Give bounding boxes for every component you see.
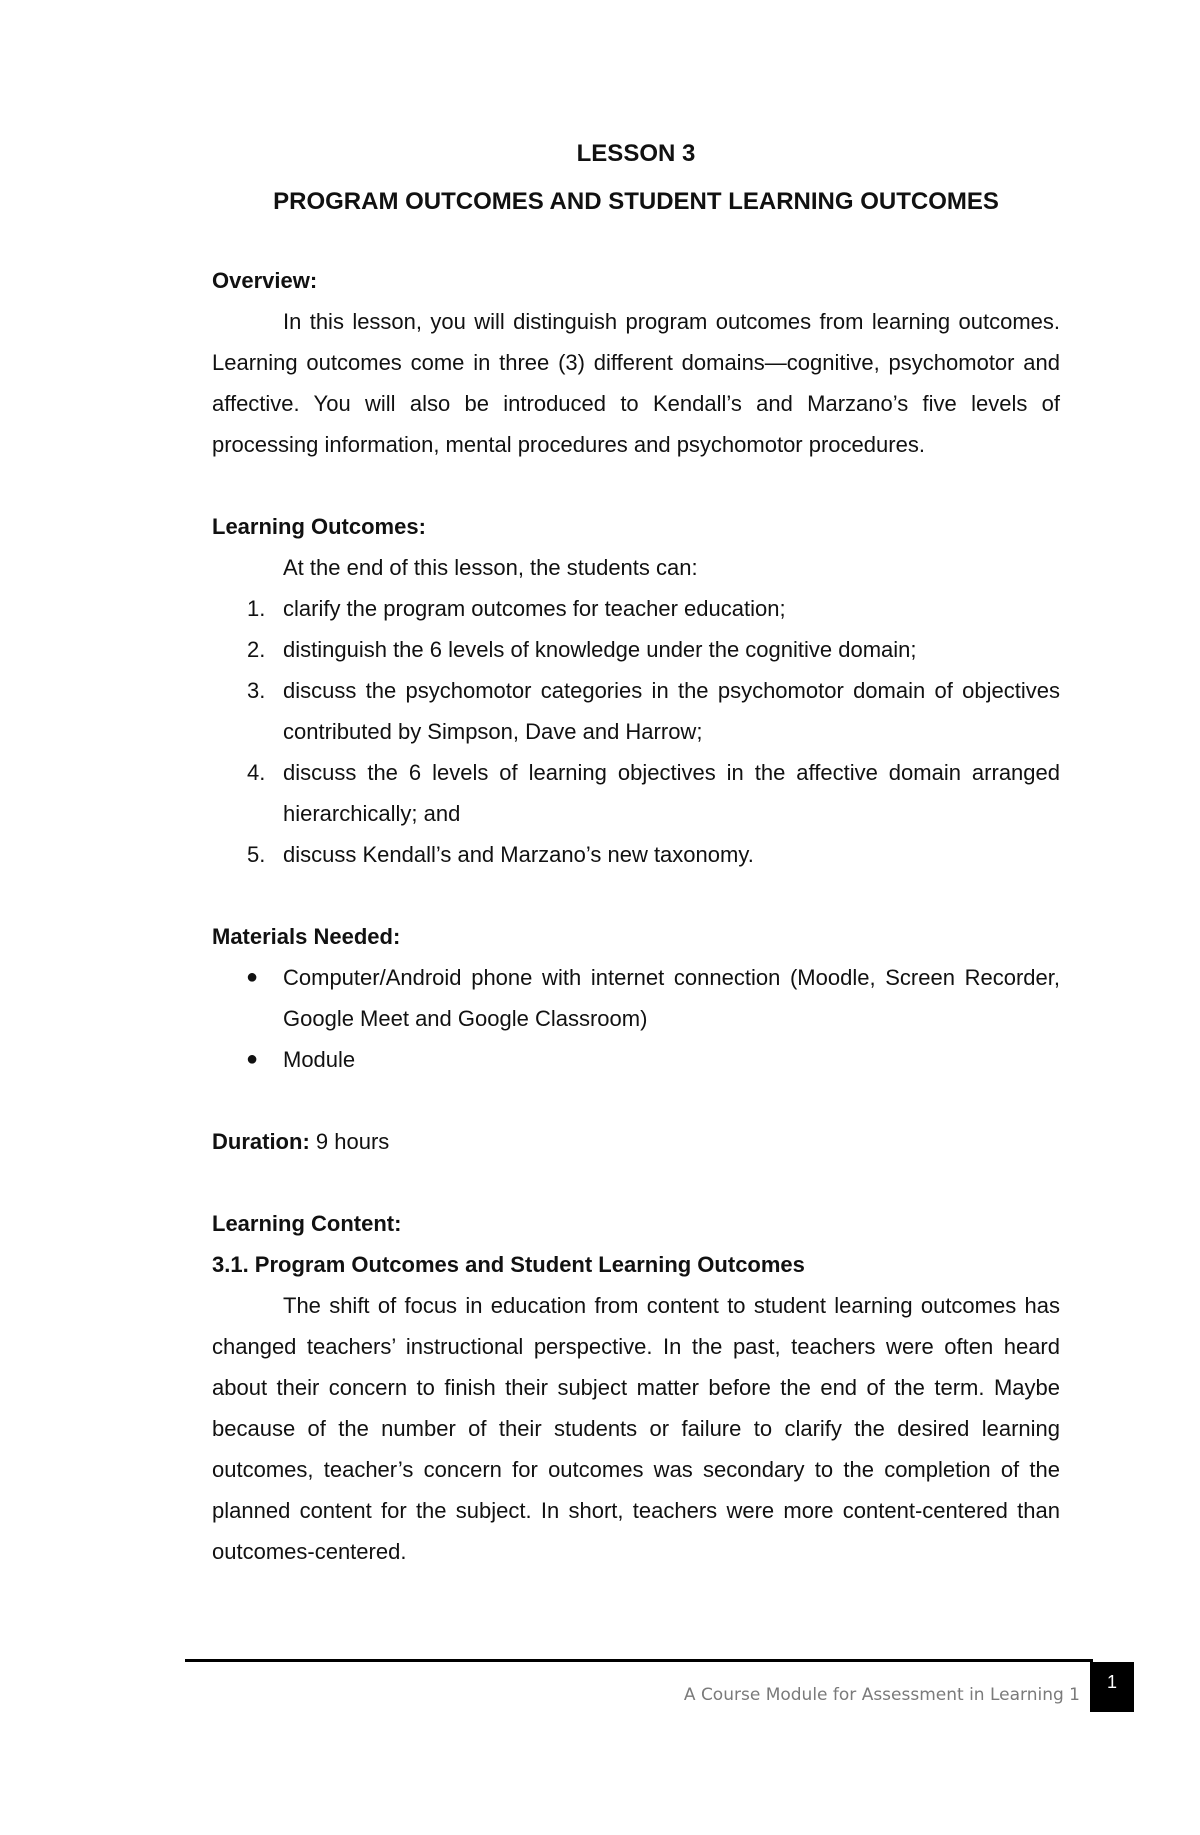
page-content bbox=[212, 138, 1060, 1572]
spacer bbox=[212, 1162, 1060, 1203]
learning-outcomes-heading: Learning Outcomes: bbox=[212, 514, 426, 539]
materials-list bbox=[212, 957, 1060, 1080]
list-item bbox=[212, 957, 1060, 1039]
spacer bbox=[212, 465, 1060, 506]
list-item bbox=[212, 629, 1060, 670]
page-number: 1 bbox=[1090, 1662, 1134, 1712]
list-item bbox=[212, 834, 1060, 875]
footer-divider bbox=[185, 1659, 1093, 1662]
duration-label: Duration: bbox=[212, 1129, 310, 1154]
materials-heading: Materials Needed: bbox=[212, 924, 401, 949]
list-item-text: Computer/Android phone with internet connection (Moodle, Screen Recorder, Google Meet and Google Classroom) bbox=[283, 965, 1060, 1031]
lesson-label: LESSON 3 bbox=[576, 140, 696, 167]
list-item-text: Module bbox=[283, 1047, 356, 1072]
spacer bbox=[212, 1080, 1060, 1121]
list-item-number: 1. bbox=[247, 596, 266, 621]
list-item-number: 4. bbox=[247, 760, 266, 785]
duration-line bbox=[212, 1121, 1060, 1162]
list-item-text: discuss Kendall’s and Marzano’s new taxonomy. bbox=[283, 842, 754, 867]
overview-heading: Overview: bbox=[212, 268, 318, 293]
learning-content-heading: Learning Content: bbox=[212, 1211, 402, 1236]
list-item-text: distinguish the 6 levels of knowledge under the cognitive domain; bbox=[283, 637, 917, 662]
section-title: 3.1. Program Outcomes and Student Learning Outcomes bbox=[212, 1252, 805, 1277]
list-item-number: 3. bbox=[247, 678, 266, 703]
footer-text: A Course Module for Assessment in Learning 1 bbox=[683, 1685, 1080, 1705]
learning-content-paragraph: The shift of focus in education from content to student learning outcomes has changed teachers’ instructional perspective. In the past, teachers were often heard about their concern to finish their subject matter before the end of the term. Maybe because of the number of their students or failure to clarify the desired learning outcomes, teacher’s concern for outcomes was secondary to the completion of the planned content for the subject. In short, teachers were more content-centered than outcomes-centered. bbox=[212, 1293, 1060, 1564]
list-item bbox=[212, 670, 1060, 752]
spacer bbox=[212, 875, 1060, 916]
list-item-text: clarify the program outcomes for teacher education; bbox=[283, 596, 786, 621]
list-item bbox=[212, 1039, 1060, 1080]
bullet-icon: ● bbox=[246, 1048, 259, 1070]
learning-outcomes-intro: At the end of this lesson, the students can: bbox=[283, 555, 698, 580]
list-item-text: discuss the 6 levels of learning objectives in the affective domain arranged hierarchically; and bbox=[283, 760, 1060, 826]
duration-value: 9 hours bbox=[315, 1129, 390, 1154]
lesson-title: PROGRAM OUTCOMES AND STUDENT LEARNING OUTCOMES bbox=[273, 188, 999, 215]
overview-text: In this lesson, you will distinguish program outcomes from learning outcomes. Learning outcomes come in three (3) different domains—cognitive, psychomotor and affective. You will also be introduced to Kendall’s and Marzano’s five levels of processing information, mental procedures and psychomotor procedures. bbox=[212, 309, 1060, 457]
learning-outcomes-list bbox=[212, 588, 1060, 875]
list-item-text: discuss the psychomotor categories in the psychomotor domain of objectives contributed by Simpson, Dave and Harrow; bbox=[283, 678, 1060, 744]
list-item-number: 2. bbox=[247, 637, 266, 662]
list-item bbox=[212, 588, 1060, 629]
list-item-number: 5. bbox=[247, 842, 266, 867]
bullet-icon: ● bbox=[246, 966, 259, 988]
list-item bbox=[212, 752, 1060, 834]
